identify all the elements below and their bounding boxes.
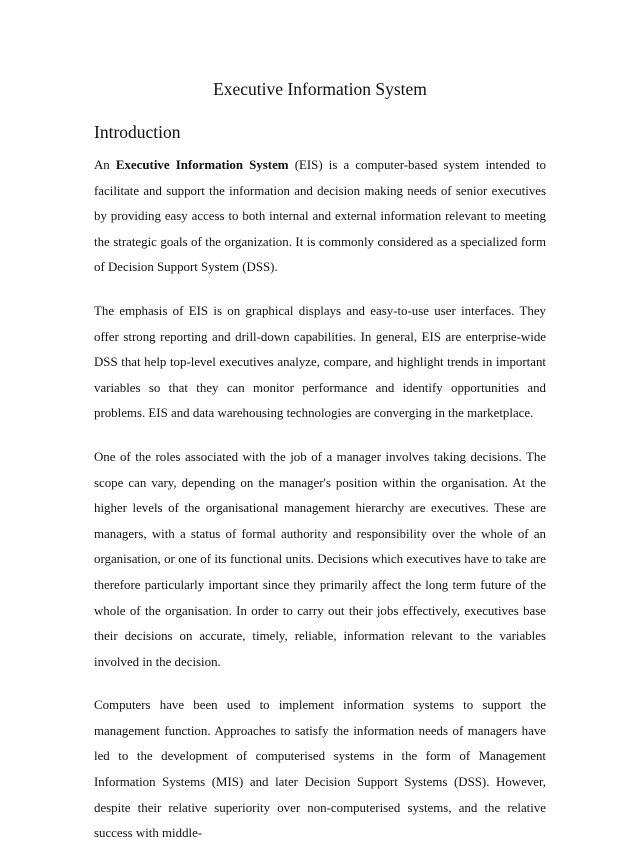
paragraph-2: The emphasis of EIS is on graphical displays and easy-to-use user interfaces. They offer strong reporting and drill-down capabilities. In general, EIS are enterprise-wide DSS that help top-level executives analyze, compare, and highlight trends in important variables so that they can monitor performance and identify opportunities and problems. EIS and data warehousing technologies are converging in the marketplace. [94, 303, 546, 421]
section-heading-introduction: Introduction [94, 122, 181, 142]
paragraph-1-bold-term: Executive Information System [115, 158, 289, 172]
document-title: Executive Information System [213, 79, 427, 99]
document-body [94, 153, 546, 865]
paragraph-1-prefix: An [94, 158, 116, 172]
paragraph-1 [94, 153, 546, 281]
paragraph-3: One of the roles associated with the job of a manager involves taking decisions. The scope can vary, depending on the manager's position within the organisation. At the higher levels of the organisational management hierarchy are executives. These are managers, with a status of formal authority and responsibility over the whole of an organisation, or one of its functional units. Decisions which executives have to take are therefore particularly important since they primarily affect the long term future of the whole of the organisation. In order to carry out their jobs effectively, executives base their decisions on accurate, timely, reliable, information relevant to the variables involved in the decision. [94, 449, 546, 669]
paragraph-1-rest: (EIS) is a computer-based system intended to facilitate and support the information and decision making needs of senior executives by providing easy access to both internal and external information relevant to meeting the strategic goals of the organization. It is commonly considered as a specialized form of Decision Support System (DSS). [94, 158, 547, 275]
paragraph-4: Computers have been used to implement information systems to support the management function. Approaches to satisfy the information needs of managers have led to the development of computerised systems in the form of Management Information Systems (MIS) and later Decision Support Systems (DSS). However, despite their relative superiority over non-computerised systems, and the relative success with middle- [94, 698, 546, 841]
